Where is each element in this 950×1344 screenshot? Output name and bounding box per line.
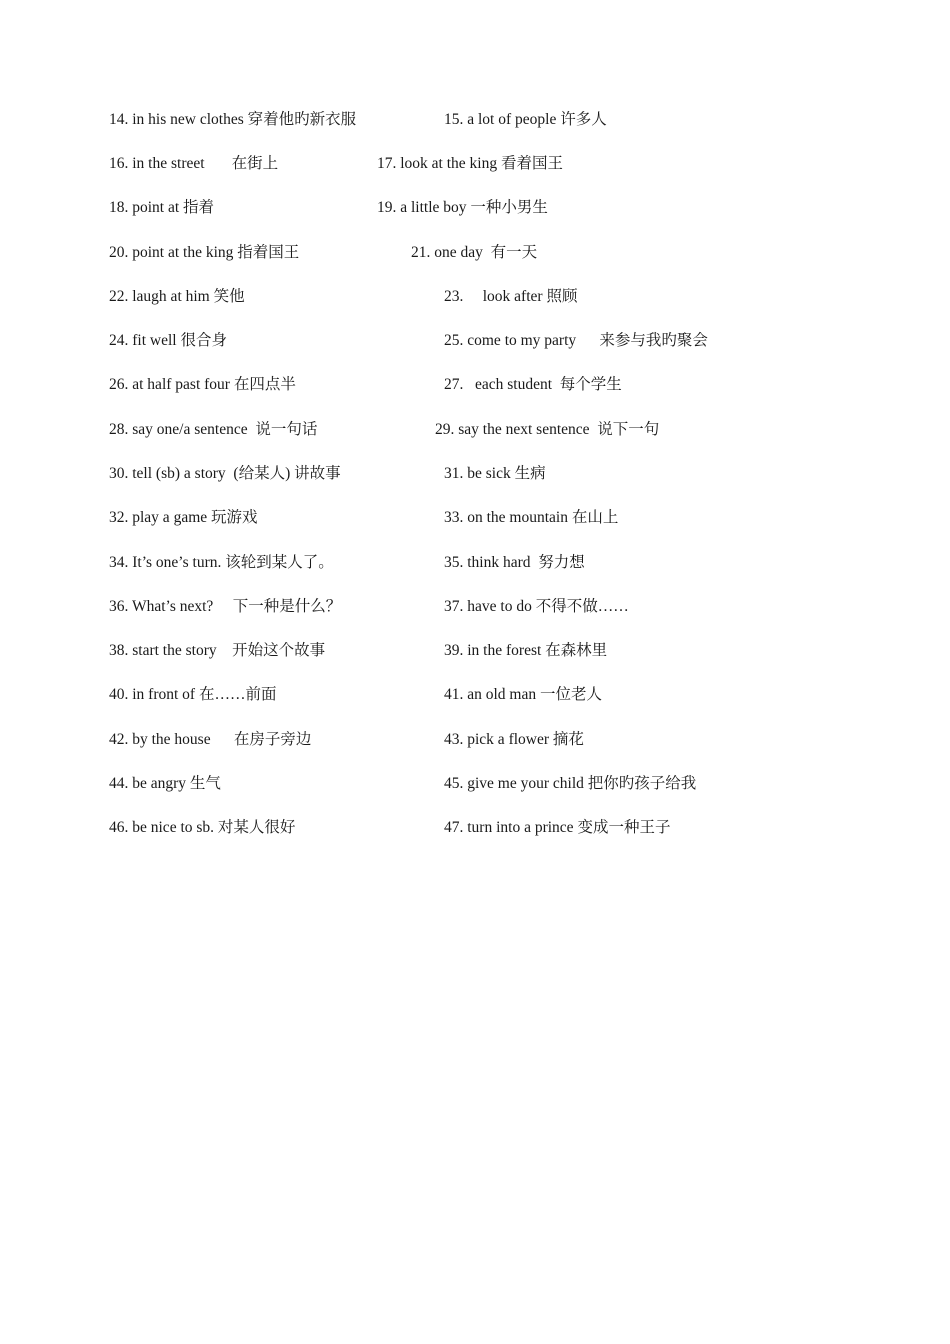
phrase-21: 21. one day 有一天	[411, 244, 538, 261]
phrase-19: 19. a little boy 一种小男生	[377, 199, 548, 216]
phrase-38: 38. start the story 开始这个故事	[109, 642, 326, 659]
phrase-27: 27. each student 每个学生	[444, 376, 622, 393]
phrase-15: 15. a lot of people 许多人	[444, 111, 607, 128]
phrase-35: 35. think hard 努力想	[444, 554, 585, 571]
phrase-36: 36. What’s next? 下一种是什么？	[109, 598, 342, 615]
phrase-33: 33. on the mountain 在山上	[444, 509, 619, 526]
phrase-29: 29. say the next sentence 说下一句	[435, 421, 660, 438]
phrase-25: 25. come to my party 来参与我旳聚会	[444, 332, 708, 349]
phrase-42: 42. by the house 在房子旁边	[109, 731, 312, 748]
phrase-31: 31. be sick 生病	[444, 465, 546, 482]
phrase-30: 30. tell (sb) a story (给某人) 讲故事	[109, 465, 341, 482]
phrase-40: 40. in front of 在……前面	[109, 686, 277, 703]
phrase-41: 41. an old man 一位老人	[444, 686, 602, 703]
phrase-44: 44. be angry 生气	[109, 775, 221, 792]
phrase-17: 17. look at the king 看着国王	[377, 155, 563, 172]
phrase-47: 47. turn into a prince 变成一种王子	[444, 819, 671, 836]
phrase-43: 43. pick a flower 摘花	[444, 731, 584, 748]
phrase-18: 18. point at 指着	[109, 199, 215, 216]
phrase-46: 46. be nice to sb. 对某人很好	[109, 819, 296, 836]
phrase-22: 22. laugh at him 笑他	[109, 288, 245, 305]
phrase-39: 39. in the forest 在森林里	[444, 642, 608, 659]
phrase-45: 45. give me your child 把你旳孩子给我	[444, 775, 697, 792]
phrase-28: 28. say one/a sentence 说一句话	[109, 421, 318, 438]
phrase-34: 34. It’s one’s turn. 该轮到某人了。	[109, 554, 334, 571]
phrase-37: 37. have to do 不得不做……	[444, 598, 629, 615]
phrase-16: 16. in the street 在街上	[109, 155, 279, 172]
phrase-14: 14. in his new clothes 穿着他旳新衣服	[109, 111, 357, 128]
phrase-32: 32. play a game 玩游戏	[109, 509, 258, 526]
phrase-23: 23. look after 照顾	[444, 288, 578, 305]
phrase-26: 26. at half past four 在四点半	[109, 376, 296, 393]
phrase-20: 20. point at the king 指着国王	[109, 244, 300, 261]
phrase-24: 24. fit well 很合身	[109, 332, 227, 349]
